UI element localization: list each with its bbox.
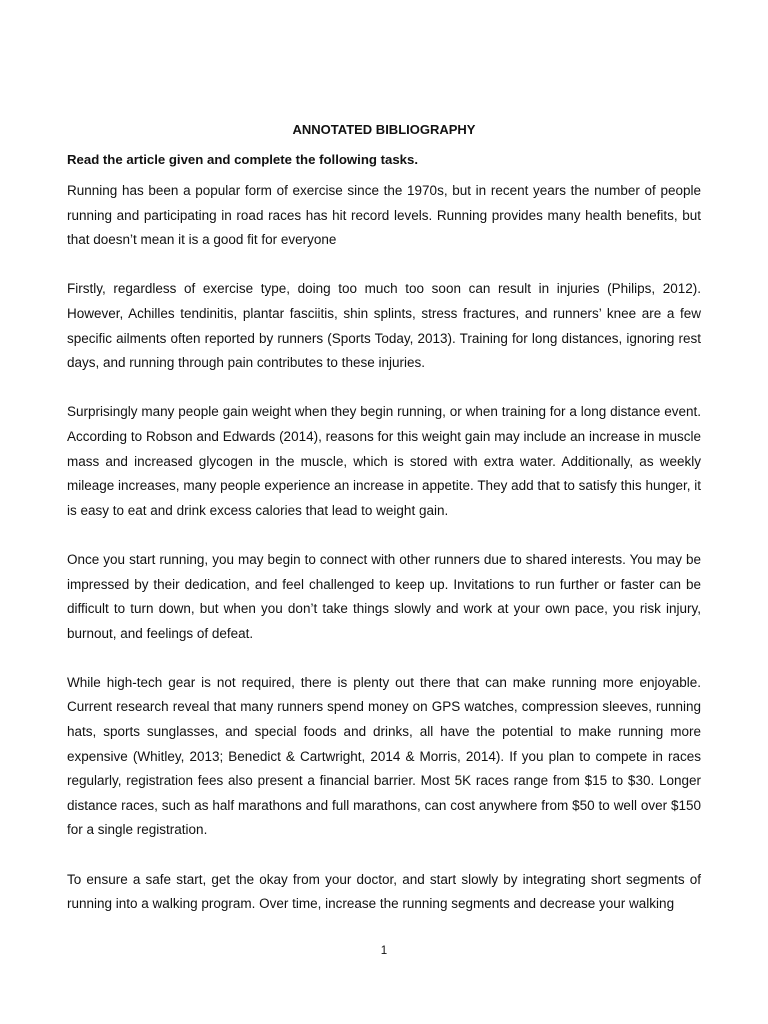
task-instruction: Read the article given and complete the following tasks.	[67, 152, 419, 167]
paragraph-gear-costs: While high-tech gear is not required, there is plenty out there that can make running more enjoyable. Current research reveal that many runners spend money on GPS watches, compression sleeves, running hats, sports sunglasses, and special foods and drinks, all have the potential to make running more expensive (Whitley, 2013; Benedict & Cartwright, 2014 & Morris, 2014). If you plan to compete in races regularly, registration fees also present a financial barrier. Most 5K races range from $15 to $30. Longer distance races, such as half marathons and full marathons, can cost anywhere from $50 to well over $150 for a single registration.	[67, 674, 701, 838]
document-title: ANNOTATED BIBLIOGRAPHY	[292, 122, 476, 137]
paragraph-safe-start: To ensure a safe start, get the okay from your doctor, and start slowly by integrating short segments of running into a walking program. Over time, increase the running segments and decrease your walking	[67, 871, 701, 912]
article-body	[67, 179, 701, 917]
paragraph-weight-gain: Surprisingly many people gain weight when they begin running, or when training for a long distance event. According to Robson and Edwards (2014), reasons for this weight gain may include an increase in muscle mass and increased glycogen in the muscle, which is stored with extra water. Additionally, as weekly mileage increases, many people experience an increase in appetite. They add that to satisfy this hunger, it is easy to eat and drink excess calories that lead to weight gain.	[67, 404, 701, 518]
paragraph-social-pressure: Once you start running, you may begin to connect with other runners due to shared interests. You may be impressed by their dedication, and feel challenged to keep up. Invitations to run further or faster can be difficult to turn down, but when you don’t take things slowly and work at your own pace, you risk injury, burnout, and feelings of defeat.	[67, 551, 701, 641]
paragraph-injuries: Firstly, regardless of exercise type, doing too much too soon can result in injuries (Philips, 2012). However, Achilles tendinitis, plantar fasciitis, shin splints, stress fractures, and runners’ knee are a few specific ailments often reported by runners (Sports Today, 2013). Training for long distances, ignoring rest days, and running through pain contributes to these injuries.	[67, 281, 701, 371]
page-number: 1	[380, 945, 388, 957]
paragraph-intro: Running has been a popular form of exercise since the 1970s, but in recent years the number of people running and participating in road races has hit record levels. Running provides many health benefits, but that doesn’t mean it is a good fit for everyone	[67, 183, 701, 248]
